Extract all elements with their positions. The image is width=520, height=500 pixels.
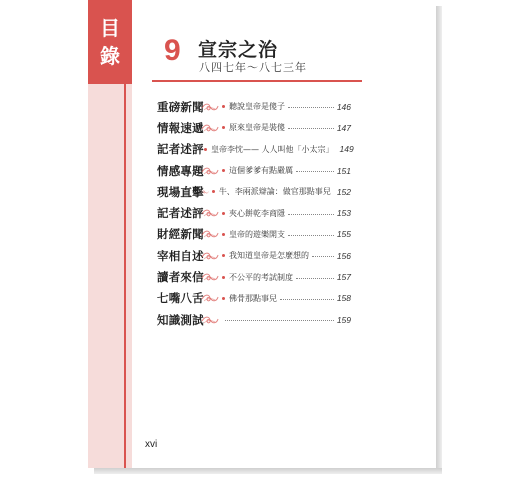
- toc-page: 153: [336, 208, 351, 219]
- toc-category: 記者述評: [157, 206, 204, 221]
- chapter-title: 宣宗之治: [198, 39, 279, 61]
- swirl-icon: [201, 251, 219, 261]
- toc-list: [157, 96, 354, 330]
- bullet-icon: [222, 105, 225, 108]
- toc-title: 我知道皇帝是怎麼想的: [229, 251, 309, 261]
- toc-title: 皇帝的遊樂開支: [229, 229, 285, 239]
- toc-title: 夾心餅乾李商隱: [229, 208, 285, 218]
- toc-entry[interactable]: [157, 96, 351, 117]
- header-rule: [152, 80, 362, 82]
- toc-title: 原來皇帝是裝傻: [229, 123, 285, 133]
- swirl-icon: [201, 102, 219, 112]
- toc-category: 財經新聞: [157, 227, 204, 242]
- toc-entry[interactable]: [157, 245, 351, 266]
- toc-entry[interactable]: [157, 160, 351, 181]
- toc-entry[interactable]: [157, 288, 351, 309]
- swirl-icon: [201, 187, 209, 197]
- toc-title: 不公平的考試制度: [229, 272, 293, 282]
- chapter-number: 9: [164, 34, 181, 67]
- toc-page: 146: [336, 101, 351, 112]
- toc-title: 聽說皇帝是傻子: [229, 102, 285, 112]
- toc-category: 現場直擊: [157, 184, 204, 199]
- toc-category: 重磅新聞: [157, 99, 204, 114]
- toc-title: 皇帝李忱—— 人人叫他「小太宗」: [211, 144, 334, 154]
- toc-page: 159: [336, 314, 351, 325]
- toc-entry[interactable]: [157, 202, 351, 223]
- bullet-icon: [222, 297, 225, 300]
- toc-entry[interactable]: [157, 224, 351, 245]
- toc-category: 記者述評: [157, 142, 204, 157]
- toc-page: 149: [339, 144, 354, 155]
- dot-leader: [296, 278, 334, 279]
- dot-leader: [288, 107, 334, 108]
- swirl-icon: [201, 293, 219, 303]
- dot-leader: [225, 320, 334, 321]
- page-shadow: [94, 468, 442, 474]
- toc-category: 宰相自述: [157, 248, 204, 263]
- toc-entry[interactable]: [157, 309, 351, 330]
- toc-category: 情報速遞: [157, 120, 204, 135]
- toc-entry[interactable]: [157, 181, 351, 202]
- toc-page: 158: [336, 293, 351, 304]
- dot-leader: [280, 299, 334, 300]
- tab-char: 錄: [100, 44, 120, 68]
- dot-leader: [288, 214, 334, 215]
- toc-page: 155: [336, 229, 351, 240]
- dot-leader: [296, 171, 334, 172]
- toc-page: 156: [336, 250, 351, 261]
- bullet-icon: [212, 190, 215, 193]
- dot-leader: [288, 128, 334, 129]
- toc-category: 情感專題: [157, 163, 204, 178]
- contents-tab: [88, 0, 132, 84]
- swirl-icon: [201, 123, 219, 133]
- toc-entry[interactable]: [157, 139, 354, 160]
- swirl-icon: [201, 229, 219, 239]
- toc-entry[interactable]: [157, 117, 351, 138]
- swirl-icon: [201, 166, 219, 176]
- swirl-icon: [201, 208, 219, 218]
- toc-page: 152: [336, 186, 351, 197]
- bullet-icon: [222, 169, 225, 172]
- toc-title: 牛、李兩派辯論：做官那點事兒: [218, 187, 331, 197]
- swirl-icon: [201, 272, 219, 282]
- toc-entry[interactable]: [157, 266, 351, 287]
- vertical-rule: [124, 84, 126, 468]
- toc-title: 這個爹爹有點嚴厲: [229, 166, 293, 176]
- bullet-icon: [222, 126, 225, 129]
- tab-char: 目: [100, 16, 120, 40]
- dot-leader: [288, 235, 334, 236]
- bullet-icon: [222, 212, 225, 215]
- toc-page: 151: [336, 165, 351, 176]
- swirl-icon: [201, 315, 219, 325]
- toc-category: 知識測試: [157, 312, 204, 327]
- toc-category: 七嘴八舌: [157, 291, 204, 306]
- toc-category: 讀者來信: [157, 270, 204, 285]
- toc-page: 147: [336, 122, 351, 133]
- dot-leader: [312, 256, 334, 257]
- page-number: xvi: [145, 439, 158, 450]
- toc-page: 157: [336, 272, 351, 283]
- bullet-icon: [222, 276, 225, 279]
- toc-title: 佛骨那點事兒: [229, 293, 277, 303]
- page-shadow: [436, 6, 442, 474]
- bullet-icon: [204, 148, 207, 151]
- bullet-icon: [222, 254, 225, 257]
- bullet-icon: [222, 233, 225, 236]
- chapter-years: 八四七年～八七三年: [199, 61, 307, 74]
